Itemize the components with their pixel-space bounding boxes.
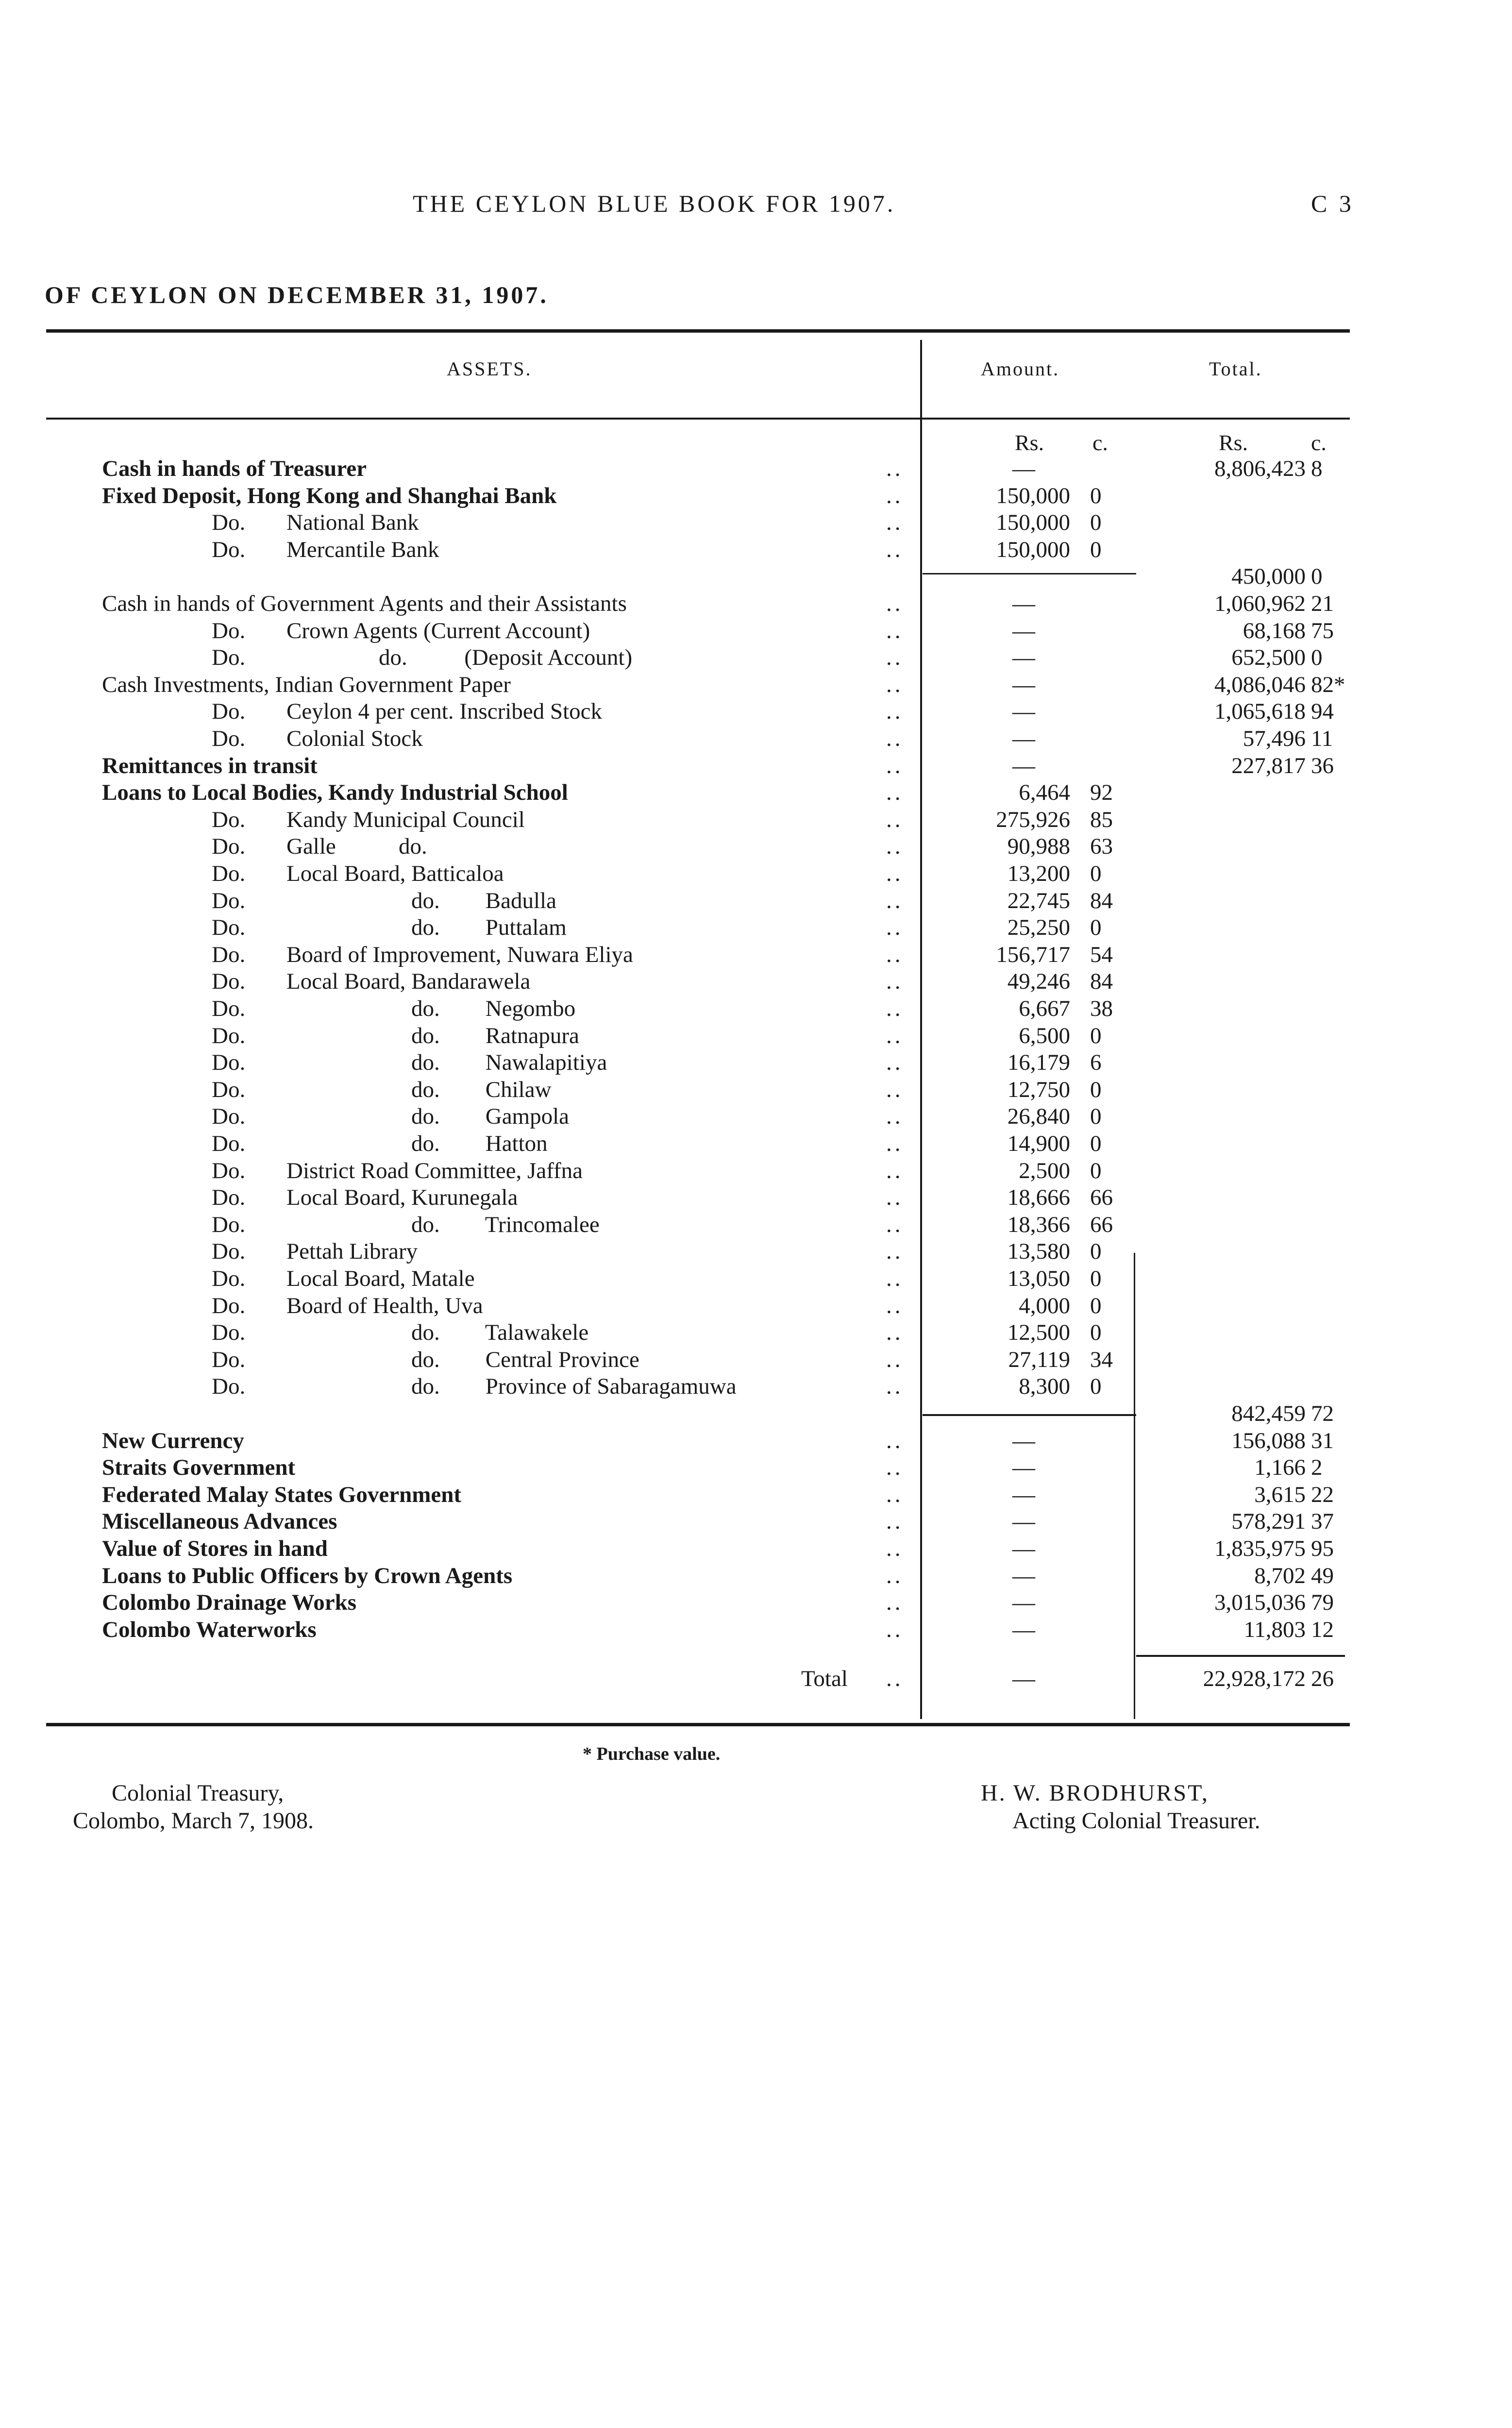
- leader-dots: ..: [886, 1077, 904, 1102]
- row-ditto: Do.: [212, 1320, 246, 1346]
- leader-dots: ..: [886, 996, 904, 1021]
- total-c-value: 21: [1311, 591, 1334, 616]
- amount-c-value: 34: [1090, 1347, 1113, 1372]
- row-sub-label: do. Talawakele: [388, 1320, 589, 1346]
- table-row: [0, 644, 1512, 672]
- total-rs-value: 68,168: [1243, 618, 1306, 643]
- row-sub-label: Local Board, Batticaloa: [286, 861, 504, 886]
- row-label: Remittances in transit: [102, 753, 318, 778]
- table-row: [0, 537, 1512, 564]
- row-ditto: Do.: [212, 1158, 246, 1183]
- amount-rs-value: 8,300: [1019, 1374, 1070, 1399]
- amount-rs-heading: Rs.: [1015, 430, 1044, 455]
- total-rs-value: 1,166: [1254, 1455, 1306, 1481]
- total-rs-value: 652,500: [1231, 645, 1306, 671]
- row-label: Fixed Deposit, Hong Kong and Shanghai Bank: [102, 483, 557, 508]
- row-sub-label: Crown Agents (Current Account): [286, 618, 590, 643]
- leader-dots: ..: [886, 1374, 904, 1399]
- amount-rs-value: 2,500: [1019, 1158, 1070, 1183]
- row-sub-label: Kandy Municipal Council: [286, 807, 525, 832]
- amount-c-value: 0: [1090, 483, 1102, 508]
- total-c-value: 0: [1311, 645, 1323, 671]
- table-row: [0, 1508, 1512, 1535]
- row-label: Cash in hands of Treasurer: [102, 456, 367, 481]
- leader-dots: ..: [886, 645, 904, 671]
- leader-dots: ..: [886, 780, 904, 806]
- table-row: [0, 1400, 1512, 1428]
- leader-dots: ..: [886, 1131, 904, 1156]
- total-rs-value: 842,459: [1231, 1401, 1306, 1426]
- leader-dots: ..: [886, 1185, 904, 1211]
- table-row: [0, 618, 1512, 645]
- row-ditto: Do.: [212, 645, 246, 671]
- row-ditto: Do.: [212, 888, 246, 913]
- amount-rs-value: 90,988: [1007, 834, 1070, 860]
- leader-dots: ..: [886, 537, 904, 562]
- leader-dots: ..: [886, 1590, 904, 1616]
- table-row: [0, 1049, 1512, 1077]
- total-c-value: 2: [1311, 1455, 1323, 1481]
- amount-rs-value: 26,840: [1007, 1104, 1070, 1130]
- leader-dots: ..: [886, 618, 904, 643]
- table-row: [0, 1103, 1512, 1130]
- bottom-rule: [46, 1723, 1350, 1726]
- row-label: Colombo Drainage Works: [102, 1590, 356, 1616]
- row-ditto: Do.: [212, 537, 246, 562]
- amount-c-heading: c.: [1092, 430, 1108, 455]
- row-ditto: Do.: [212, 1023, 246, 1048]
- row-ditto: Do.: [212, 1185, 246, 1211]
- amount-rs-value: 13,200: [1007, 861, 1070, 886]
- amount-c-value: 63: [1090, 834, 1113, 860]
- row-ditto: Do.: [212, 1347, 246, 1372]
- amount-c-value: 66: [1090, 1185, 1113, 1211]
- footnote: * Purchase value.: [583, 1744, 721, 1764]
- total-rule: [1136, 1655, 1345, 1657]
- table-row: [0, 1563, 1512, 1590]
- total-c-value: 31: [1311, 1428, 1334, 1453]
- subtotal-rule-loans: [923, 1414, 1136, 1416]
- row-label: Value of Stores in hand: [102, 1536, 328, 1561]
- total-c-value: 11: [1311, 726, 1333, 751]
- leader-dots: ..: [886, 1320, 904, 1346]
- amount-c-value: 54: [1090, 942, 1113, 967]
- amount-rs-value: 49,246: [1007, 969, 1070, 995]
- page-header-title: THE CEYLON BLUE BOOK FOR 1907.: [413, 190, 896, 217]
- table-row: [0, 698, 1512, 725]
- row-sub-label: do. Gampola: [388, 1104, 570, 1130]
- amount-rs-value: —: [1012, 645, 1035, 671]
- amount-c-value: 0: [1090, 1374, 1102, 1399]
- heading-rule: [46, 418, 1350, 420]
- leader-dots: ..: [886, 1050, 904, 1076]
- table-row: [0, 1347, 1512, 1374]
- table-row: [0, 968, 1512, 995]
- amount-rs-value: 12,500: [1007, 1320, 1070, 1346]
- leader-dots: ..: [886, 672, 904, 697]
- leader-dots: ..: [886, 942, 904, 967]
- table-row: [0, 1238, 1512, 1265]
- amount-rs-value: 14,900: [1007, 1131, 1070, 1156]
- total-rs-value: 1,065,618: [1214, 699, 1306, 725]
- table-row: [0, 779, 1512, 807]
- row-sub-label: do. Hatton: [388, 1131, 548, 1156]
- total-heading: Total.: [1209, 358, 1262, 380]
- total-c-value: 79: [1311, 1590, 1334, 1616]
- row-sub-label: Board of Improvement, Nuwara Eliya: [286, 942, 633, 967]
- amount-rs-value: —: [1012, 1536, 1035, 1561]
- row-label: New Currency: [102, 1428, 244, 1453]
- total-c-value: 36: [1311, 753, 1334, 778]
- table-row: [0, 1077, 1512, 1104]
- table-row: [0, 914, 1512, 942]
- grand-total-rs: 22,928,172: [1203, 1666, 1306, 1691]
- amount-rs-value: 27,119: [1008, 1347, 1070, 1372]
- leader-dots: ..: [886, 726, 904, 751]
- top-rule: [46, 329, 1350, 333]
- amount-c-value: 0: [1090, 1131, 1102, 1156]
- table-row: [0, 1617, 1512, 1644]
- table-row: [0, 888, 1512, 915]
- table-row: [0, 995, 1512, 1023]
- leader-dots: ..: [886, 1455, 904, 1481]
- table-row: [0, 833, 1512, 860]
- leader-dots: ..: [886, 1158, 904, 1183]
- table-row: [0, 1184, 1512, 1212]
- amount-rs-value: —: [1012, 1509, 1035, 1534]
- leader-dots: ..: [886, 1509, 904, 1534]
- statement-subtitle: OF CEYLON ON DECEMBER 31, 1907.: [45, 281, 549, 308]
- amount-rs-value: 156,717: [996, 942, 1070, 967]
- leader-dots: ..: [886, 483, 904, 508]
- amount-rs-value: 6,667: [1019, 996, 1070, 1021]
- row-sub-label: Ceylon 4 per cent. Inscribed Stock: [286, 699, 602, 725]
- total-c-value: 8: [1311, 456, 1323, 481]
- row-sub-label: District Road Committee, Jaffna: [286, 1158, 583, 1183]
- amount-rs-value: 4,000: [1019, 1293, 1070, 1318]
- amount-rs-value: —: [1012, 1590, 1035, 1616]
- row-sub-label: Local Board, Matale: [286, 1266, 475, 1291]
- leader-dots: ..: [886, 1563, 904, 1588]
- amount-rs-value: —: [1012, 726, 1035, 751]
- amount-rs-value: —: [1012, 618, 1035, 643]
- leader-dots: ..: [886, 1347, 904, 1372]
- table-row: [0, 509, 1512, 537]
- total-rs-value: 11,803: [1243, 1617, 1306, 1642]
- total-c-value: 49: [1311, 1563, 1334, 1588]
- total-rs-value: 8,702: [1254, 1563, 1306, 1588]
- row-sub-label: National Bank: [286, 510, 419, 536]
- row-sub-label: Board of Health, Uva: [286, 1293, 483, 1318]
- row-sub-label: Pettah Library: [286, 1239, 418, 1265]
- amount-rs-value: 13,580: [1007, 1239, 1070, 1265]
- leader-dots: ..: [886, 591, 904, 616]
- leader-dots: ..: [886, 699, 904, 725]
- table-row: [0, 1589, 1512, 1617]
- row-sub-label: Local Board, Kurunegala: [286, 1185, 518, 1211]
- footer-right-line1: H. W. BRODHURST,: [981, 1780, 1209, 1806]
- total-amount-dash: —: [1012, 1666, 1035, 1691]
- row-sub-label: do. Badulla: [388, 888, 556, 913]
- row-ditto: Do.: [212, 618, 246, 643]
- table-row: [0, 807, 1512, 834]
- row-sub-label: do. Puttalam: [388, 915, 567, 941]
- table-row: [0, 1212, 1512, 1239]
- row-sub-label: do. (Deposit Account): [379, 645, 633, 671]
- row-ditto: Do.: [212, 969, 246, 995]
- table-row: [0, 1482, 1512, 1509]
- leader-dots: ..: [886, 888, 904, 913]
- leader-dots: ..: [886, 1104, 904, 1130]
- total-c-value: 0: [1311, 564, 1323, 590]
- leader-dots: ..: [886, 1482, 904, 1507]
- amount-c-value: 0: [1090, 1158, 1102, 1183]
- leader-dots: ..: [886, 1428, 904, 1453]
- row-sub-label: Galle do.: [286, 834, 427, 860]
- leader-dots: ..: [886, 1293, 904, 1318]
- row-ditto: Do.: [212, 807, 246, 832]
- total-c-value: 95: [1311, 1536, 1334, 1561]
- row-label: Federated Malay States Government: [102, 1482, 462, 1507]
- row-label: Loans to Public Officers by Crown Agents: [102, 1563, 513, 1588]
- amount-c-value: 0: [1090, 1320, 1102, 1346]
- row-sub-label: do. Trincomalee: [388, 1212, 600, 1237]
- amount-rs-value: 25,250: [1007, 915, 1070, 941]
- amount-c-value: 92: [1090, 780, 1113, 806]
- row-sub-label: Mercantile Bank: [286, 537, 439, 562]
- row-ditto: Do.: [212, 1131, 246, 1156]
- amount-c-value: 0: [1090, 1104, 1102, 1130]
- table-row: [0, 1428, 1512, 1455]
- amount-c-value: 84: [1090, 969, 1113, 995]
- table-row: [0, 590, 1512, 618]
- leader-dots: ..: [886, 1239, 904, 1265]
- amount-c-value: 6: [1090, 1050, 1102, 1076]
- row-ditto: Do.: [212, 1212, 246, 1237]
- amount-c-value: 0: [1090, 1239, 1102, 1265]
- total-rs-value: 227,817: [1231, 753, 1306, 778]
- row-sub-label: Colonial Stock: [286, 726, 423, 751]
- amount-rs-value: 150,000: [996, 537, 1070, 562]
- total-c-value: 75: [1311, 618, 1334, 643]
- amount-rs-value: 18,366: [1007, 1212, 1070, 1237]
- amount-rs-value: —: [1012, 1482, 1035, 1507]
- leader-dots: ..: [886, 510, 904, 536]
- total-rs-value: 3,615: [1254, 1482, 1306, 1507]
- total-rs-value: 450,000: [1231, 564, 1306, 590]
- row-label: Miscellaneous Advances: [102, 1509, 337, 1534]
- amount-rs-value: —: [1012, 1617, 1035, 1642]
- table-row: [0, 1373, 1512, 1400]
- total-rs-heading: Rs.: [1219, 430, 1248, 455]
- total-c-value: 94: [1311, 699, 1334, 725]
- row-ditto: Do.: [212, 915, 246, 941]
- amount-rs-value: 150,000: [996, 510, 1070, 536]
- total-rs-value: 3,015,036: [1214, 1590, 1306, 1616]
- table-row: [0, 1023, 1512, 1050]
- row-sub-label: do. Province of Sabaragamuwa: [388, 1374, 737, 1399]
- amount-rs-value: —: [1012, 1455, 1035, 1481]
- amount-c-value: 0: [1090, 915, 1102, 941]
- total-rs-value: 1,060,962: [1214, 591, 1306, 616]
- row-ditto: Do.: [212, 1050, 246, 1076]
- row-label: Cash in hands of Government Agents and their Assistants: [102, 591, 627, 616]
- leader-dots: ..: [886, 456, 904, 481]
- row-ditto: Do.: [212, 942, 246, 967]
- leader-dots: ..: [886, 1023, 904, 1048]
- total-label-dots: ..: [886, 1666, 904, 1691]
- table-row: [0, 1293, 1512, 1320]
- leader-dots: ..: [886, 969, 904, 995]
- total-rs-value: 578,291: [1231, 1509, 1306, 1534]
- row-sub-label: do. Negombo: [388, 996, 576, 1021]
- total-rs-value: 156,088: [1231, 1428, 1306, 1453]
- total-c-heading: c.: [1311, 430, 1327, 455]
- total-c-value: 82*: [1311, 672, 1345, 697]
- leader-dots: ..: [886, 1617, 904, 1642]
- row-sub-label: Local Board, Bandarawela: [286, 969, 531, 995]
- amount-rs-value: 13,050: [1007, 1266, 1070, 1291]
- leader-dots: ..: [886, 834, 904, 860]
- leader-dots: ..: [886, 753, 904, 778]
- footer-right-line2: Acting Colonial Treasurer.: [1012, 1808, 1260, 1834]
- amount-c-value: 0: [1090, 1077, 1102, 1102]
- total-rs-value: 4,086,046: [1214, 672, 1306, 697]
- amount-rs-value: 6,500: [1019, 1023, 1070, 1048]
- row-ditto: Do.: [212, 726, 246, 751]
- row-ditto: Do.: [212, 834, 246, 860]
- row-sub-label: do. Central Province: [388, 1347, 639, 1372]
- table-row: [0, 1265, 1512, 1293]
- row-sub-label: do. Ratnapura: [388, 1023, 579, 1048]
- table-row: [0, 860, 1512, 888]
- amount-rs-value: 150,000: [996, 483, 1070, 508]
- amount-c-value: 66: [1090, 1212, 1113, 1237]
- total-label: Total: [801, 1666, 848, 1691]
- amount-rs-value: —: [1012, 456, 1035, 481]
- table-row: [0, 672, 1512, 699]
- row-sub-label: do. Chilaw: [388, 1077, 552, 1102]
- row-ditto: Do.: [212, 1104, 246, 1130]
- leader-dots: ..: [886, 915, 904, 941]
- amount-rs-value: —: [1012, 672, 1035, 697]
- amount-c-value: 85: [1090, 807, 1113, 832]
- row-ditto: Do.: [212, 1239, 246, 1265]
- table-row: [0, 725, 1512, 753]
- row-ditto: Do.: [212, 699, 246, 725]
- amount-heading: Amount.: [981, 358, 1060, 380]
- row-ditto: Do.: [212, 1293, 246, 1318]
- subtotal-rule-banks: [923, 573, 1136, 574]
- row-label: Cash Investments, Indian Government Paper: [102, 672, 511, 697]
- row-ditto: Do.: [212, 1266, 246, 1291]
- table-row: [0, 1158, 1512, 1185]
- amount-rs-value: —: [1012, 699, 1035, 725]
- table-row: [0, 942, 1512, 969]
- table-row: [0, 1319, 1512, 1347]
- table-row: [0, 753, 1512, 780]
- leader-dots: ..: [886, 1266, 904, 1291]
- table-row: [0, 1454, 1512, 1482]
- total-rs-value: 57,496: [1243, 726, 1306, 751]
- page-number: C 3: [1311, 190, 1354, 217]
- amount-rs-value: 6,464: [1019, 780, 1070, 806]
- amount-c-value: 38: [1090, 996, 1113, 1021]
- amount-rs-value: 22,745: [1007, 888, 1070, 913]
- amount-c-value: 0: [1090, 1023, 1102, 1048]
- table-row: [0, 1535, 1512, 1563]
- row-label: Colombo Waterworks: [102, 1617, 317, 1642]
- amount-rs-value: —: [1012, 591, 1035, 616]
- row-ditto: Do.: [212, 996, 246, 1021]
- amount-c-value: 0: [1090, 861, 1102, 886]
- row-ditto: Do.: [212, 861, 246, 886]
- row-ditto: Do.: [212, 510, 246, 536]
- leader-dots: ..: [886, 861, 904, 886]
- amount-c-value: 0: [1090, 1293, 1102, 1318]
- row-label: Straits Government: [102, 1455, 296, 1481]
- footer-left-line2: Colombo, March 7, 1908.: [73, 1808, 314, 1834]
- amount-c-value: 0: [1090, 1266, 1102, 1291]
- amount-rs-value: 275,926: [996, 807, 1070, 832]
- total-c-value: 12: [1311, 1617, 1334, 1642]
- row-sub-label: do. Nawalapitiya: [388, 1050, 607, 1076]
- row-ditto: Do.: [212, 1374, 246, 1399]
- amount-c-value: 84: [1090, 888, 1113, 913]
- leader-dots: ..: [886, 807, 904, 832]
- total-c-value: 72: [1311, 1401, 1334, 1426]
- table-row: [0, 483, 1512, 510]
- amount-rs-value: —: [1012, 1428, 1035, 1453]
- footer-left-line1: Colonial Treasury,: [112, 1780, 284, 1806]
- leader-dots: ..: [886, 1536, 904, 1561]
- row-ditto: Do.: [212, 1077, 246, 1102]
- assets-heading: ASSETS.: [447, 358, 532, 380]
- amount-c-value: 0: [1090, 510, 1102, 536]
- total-c-value: 22: [1311, 1482, 1334, 1507]
- amount-rs-value: 12,750: [1007, 1077, 1070, 1102]
- leader-dots: ..: [886, 1212, 904, 1237]
- total-rs-value: 8,806,423: [1214, 456, 1306, 481]
- table-row: [0, 455, 1512, 483]
- grand-total-c: 26: [1311, 1666, 1334, 1691]
- total-c-value: 37: [1311, 1509, 1334, 1534]
- table-row: [0, 563, 1512, 590]
- total-rs-value: 1,835,975: [1214, 1536, 1306, 1561]
- row-label: Loans to Local Bodies, Kandy Industrial School: [102, 780, 568, 806]
- amount-rs-value: 18,666: [1007, 1185, 1070, 1211]
- amount-rs-value: —: [1012, 1563, 1035, 1588]
- amount-rs-value: 16,179: [1007, 1050, 1070, 1076]
- amount-c-value: 0: [1090, 537, 1102, 562]
- amount-rs-value: —: [1012, 753, 1035, 778]
- table-row: [0, 1130, 1512, 1158]
